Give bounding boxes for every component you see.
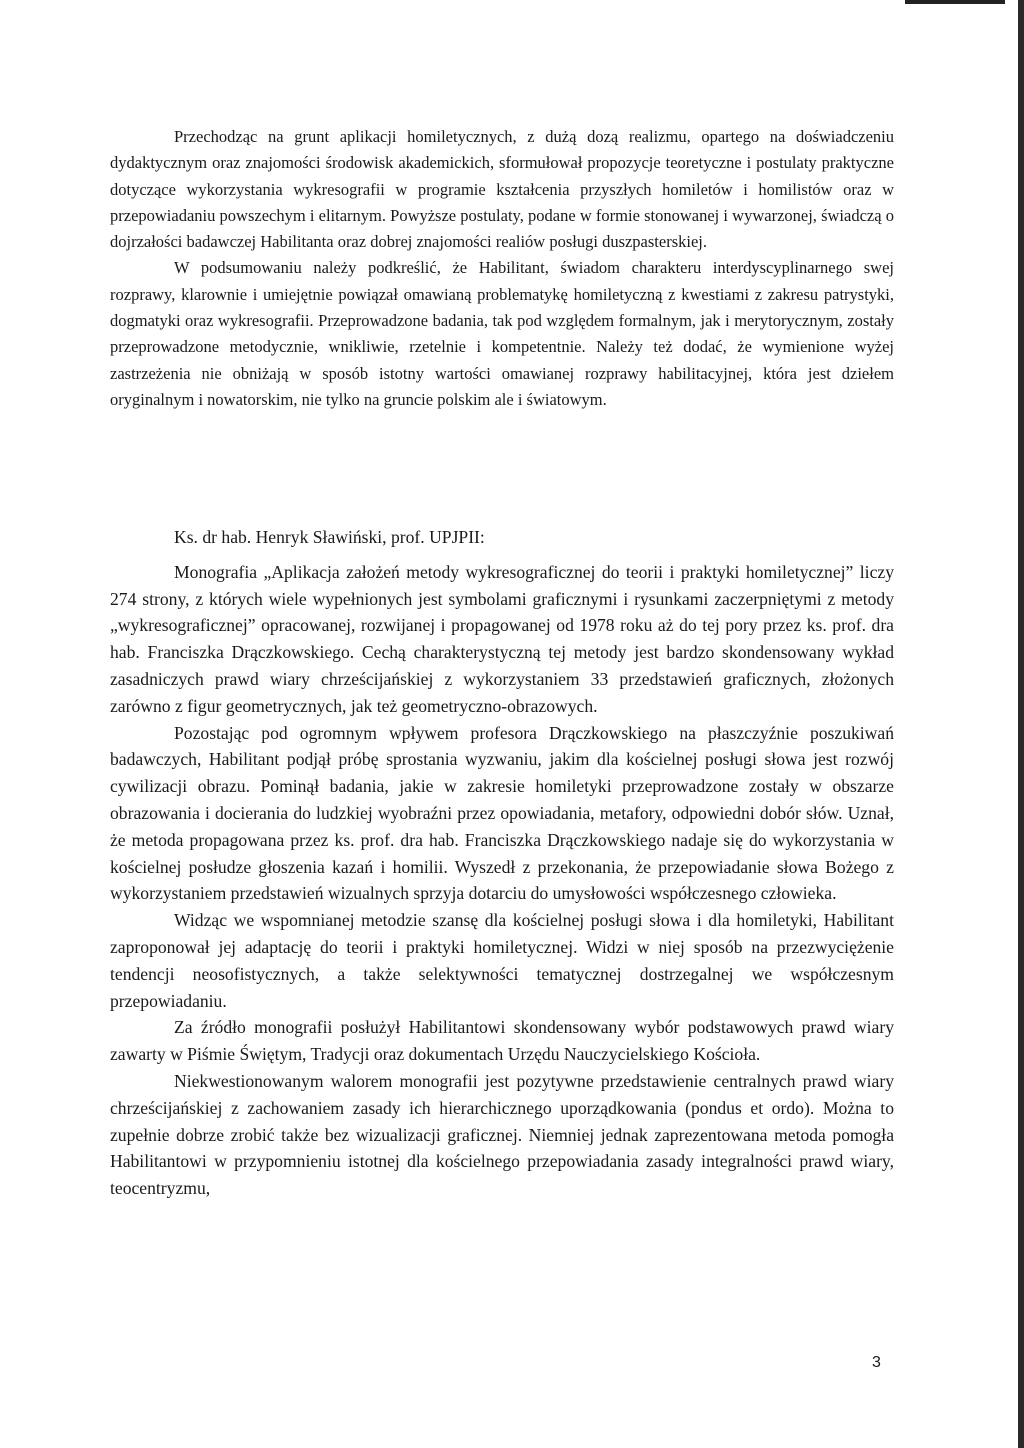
review-section-b	[110, 524, 894, 1202]
scan-edge-mark	[905, 0, 1005, 4]
paragraph: Za źródło monografii posłużył Habilitantowi skondensowany wybór podstawowych prawd wiary zawarty w Piśmie Świętym, Tradycji oraz dokumentach Urzędu Nauczycielskiego Kościoła.	[110, 1017, 894, 1065]
review-section-a	[110, 124, 894, 413]
page-number: 3	[872, 1354, 881, 1371]
scan-right-border	[1018, 0, 1024, 1448]
paragraph: Pozostając pod ogromnym wpływem profesora Drączkowskiego na płaszczyźnie poszukiwań badawczych, Habilitant podjął próbę sprostania wyzwaniu, jakim dla kościelnej posługi słowa jest rozwój cywilizacji obrazu. Pominął badania, jakie w zakresie homiletyki przeprowadzone zostały w obszarze obrazowania i docierania do ludzkiej wyobraźni przez opowiadania, metafory, odpowiedni dobór słów. Uznał, że metoda propagowana przez ks. prof. dra hab. Franciszka Drączkowskiego nadaje się do wykorzystania w kościelnej posłudze głoszenia kazań i homilii. Wyszedł z przekonania, że przepowiadanie słowa Bożego z wykorzystaniem przedstawień wizualnych sprzyja dotarciu do umysłowości współczesnego człowieka.	[110, 722, 894, 904]
paragraph: Monografia „Aplikacja założeń metody wykresograficznej do teorii i praktyki homiletycznej” liczy 274 strony, z których wiele wypełnionych jest symbolami graficznymi i rysunkami zaczerpniętymi z metody „wykresograficznej” opracowanej, rozwijanej i propagowanej od 1978 roku aż do tej pory przez ks. prof. dra hab. Franciszka Drączkowskiego. Cechą charakterystyczną tej metody jest bardzo skondensowany wykład zasadniczych prawd wiary chrześcijańskiej z wykorzystaniem 33 przedstawień graficznych, złożonych zarówno z figur geometrycznych, jak też geometryczno-obrazowych.	[110, 561, 894, 716]
paragraph: Niekwestionowanym walorem monografii jest pozytywne przedstawienie centralnych prawd wiary chrześcijańskiej z zachowaniem zasady ich hierarchicznego uporządkowania (pondus et ordo). Można to zupełnie dobrze zrobić także bez wizualizacji graficznej. Niemniej jednak zaprezentowana metoda pomogła Habilitantowi w przypomnieniu istotnej dla kościelnego przepowiadania zasady integralności prawd wiary, teocentryzmu,	[110, 1070, 894, 1199]
reviewer-heading: Ks. dr hab. Henryk Sławiński, prof. UPJPII:	[174, 527, 485, 547]
paragraph: W podsumowaniu należy podkreślić, że Habilitant, świadom charakteru interdyscyplinarnego swej rozprawy, klarownie i umiejętnie powiązał omawianą problematykę homiletyczną z kwestiami z zakresu patrystyki, dogmatyki oraz wykresografii. Przeprowadzone badania, tak pod względem formalnym, jak i merytorycznym, zostały przeprowadzone metodycznie, wnikliwie, rzetelnie i kompetentnie. Należy też dodać, że wymienione wyżej zastrzeżenia nie obniżają w sposób istotny wartości omawianej rozprawy habilitacyjnej, która jest dziełem oryginalnym i nowatorskim, nie tylko na gruncie polskim ale i światowym.	[110, 258, 894, 409]
page-top-edge	[0, 0, 1024, 3]
paragraph: Widząc we wspomnianej metodzie szansę dla kościelnej posługi słowa i dla homiletyki, Habilitant zaproponował jej adaptację do teorii i praktyki homiletycznej. Widzi w niej sposób na przezwyciężenie tendencji neosofistycznych, a także selektywności tematycznej dostrzegalnej we współczesnym przepowiadaniu.	[110, 910, 894, 1011]
paragraph: Przechodząc na grunt aplikacji homiletycznych, z dużą dozą realizmu, opartego na doświadczeniu dydaktycznym oraz znajomości środowisk akademickich, sformułował propozycje teoretyczne i postulaty praktyczne dotyczące wykorzystania wykresografii w programie kształcenia przyszłych homiletów i homilistów oraz w przepowiadaniu powszechym i elitarnym. Powyższe postulaty, podane w formie stonowanej i wywarzonej, świadczą o dojrzałości badawczej Habilitanta oraz dobrej znajomości realiów posługi duszpasterskiej.	[110, 127, 894, 252]
